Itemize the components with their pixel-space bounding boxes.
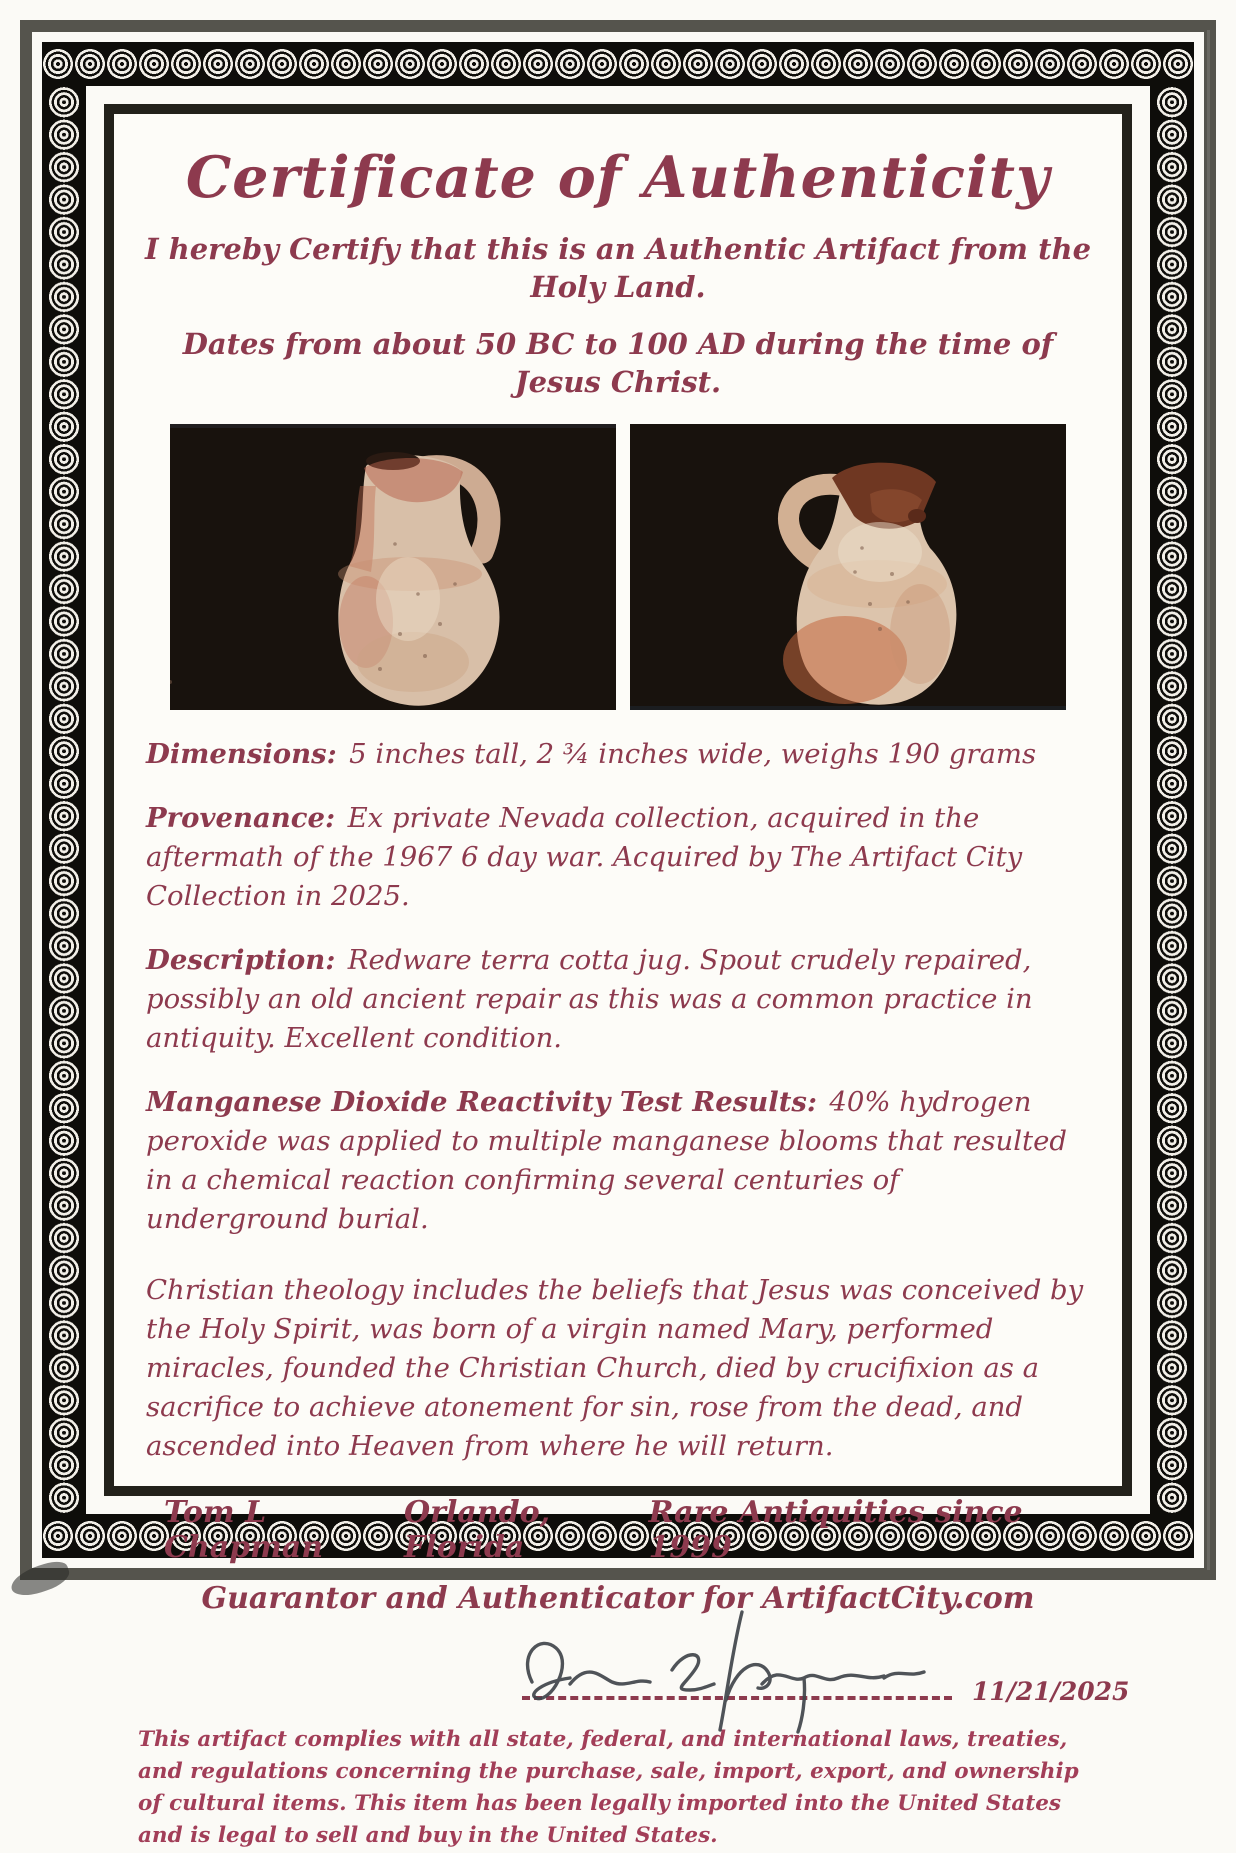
description-text: Redware terra cotta jug. Spout crudely repaired, possibly an old ancient repair as this was a common practice in antiquity. Excellent condition. [146,943,1033,1055]
circle-border-left [42,86,86,1514]
dimensions-paragraph [146,735,1090,774]
handwritten-signature-icon [504,1604,964,1734]
signature-date: 11/21/2025 [972,1676,1130,1706]
provenance-text: Ex private Nevada collection, acquired in the aftermath of the 1967 6 day war. Acquired by The Artifact City Collection in 2025. [146,801,1023,912]
certificate-body [134,735,1102,1467]
guarantor-line: Guarantor and Authenticator for ArtifactCity.com [201,1580,1035,1616]
authenticator-tagline: Rare Antiquities since 1999 [648,1494,1023,1565]
dimensions-text: 5 inches tall, 2 ¾ inches wide, weighs 190 grams [349,737,1037,770]
authenticator-name: Tom L Chapman [164,1494,324,1565]
dimensions-label: Dimensions: [146,737,337,770]
page-title: Certificate of Authenticity [185,144,1051,211]
circle-border-top [42,42,1194,86]
artifact-photo-right [630,424,1066,710]
credits-row [134,1495,1102,1565]
description-paragraph [146,941,1090,1058]
artifact-photo-left [170,424,616,710]
theology-paragraph: Christian theology includes the beliefs that Jesus was conceived by the Holy Spirit, was born of a virgin named Mary, performed miracles, founded the Christian Church, died by crucifixion as a sacrifice to achieve atonement for sin, rose from the dead, and ascended into Heaven from where he will return. [146,1274,1084,1463]
test-results-paragraph [146,1083,1090,1239]
test-results-label: Manganese Dioxide Reactivity Test Results: [146,1086,818,1119]
legal-disclaimer: This artifact complies with all state, federal, and international laws, treaties, and regulations concerning the purchase, sale, import, export, and ownership of cultural items. This item has been legally imported into the United States and is legal to sell and buy in the United States. [138,1726,1079,1849]
circle-border-right [1150,86,1194,1514]
test-results-text: 40% hydrogen peroxide was applied to multiple manganese blooms that resulted in a chemical reaction confirming several centuries of underground burial. [146,1086,1067,1236]
jug-illustration-left [170,424,616,710]
artifact-photos [134,424,1102,710]
scan-artifact-streak [1207,30,1210,1570]
provenance-paragraph [146,799,1090,916]
certificate-panel [104,104,1132,1849]
description-label: Description: [146,943,336,976]
certify-statement: I hereby Certify that this is an Authentic Artifact from the Holy Land. [144,232,1092,304]
authenticator-location: Orlando, Florida [404,1494,551,1565]
dating-statement: Dates from about 50 BC to 100 AD during the time of Jesus Christ. [182,327,1054,400]
provenance-label: Provenance: [146,801,336,834]
jug-illustration-right [630,424,1066,710]
signature-block [134,1618,1130,1714]
